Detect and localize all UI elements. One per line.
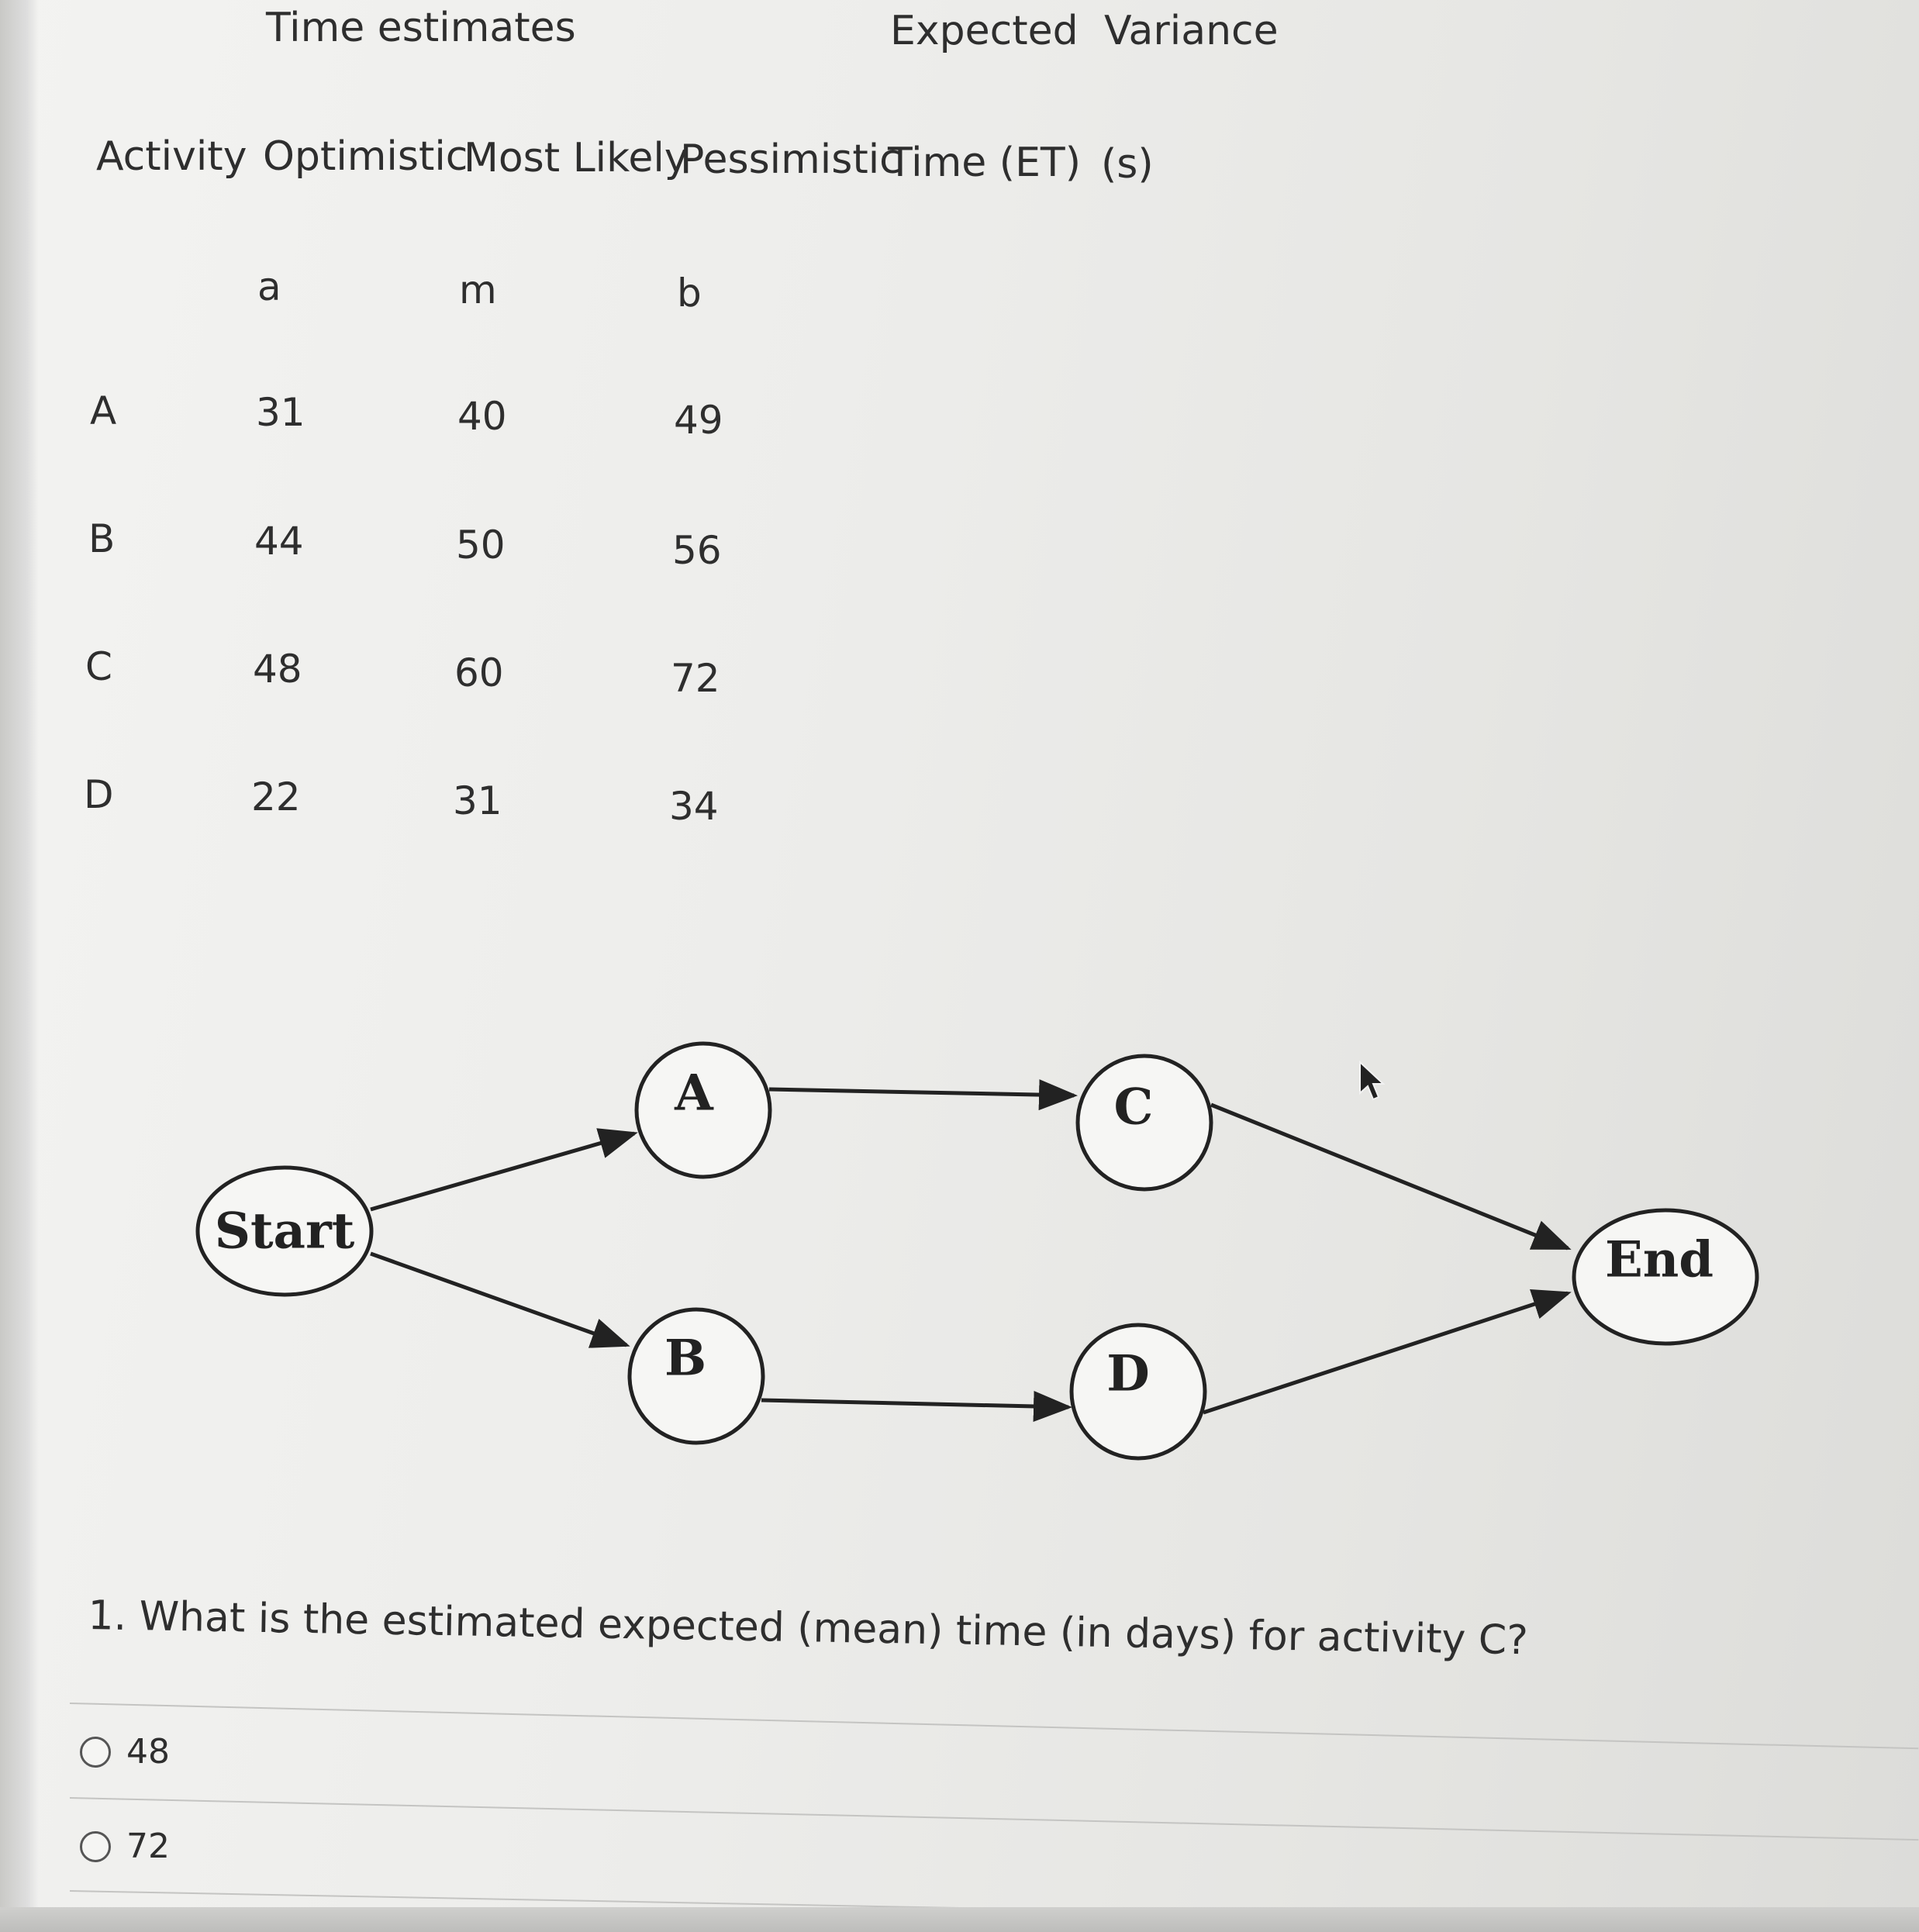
row-c-most-likely: 60 [454,650,504,695]
answer-option-label: 72 [126,1827,170,1866]
node-end-label: End [1604,1230,1714,1289]
row-a-activity: A [90,388,117,433]
row-a-pessimistic: 49 [674,398,723,443]
row-d-most-likely: 31 [453,778,502,823]
edge-start-b [371,1254,626,1345]
col-time-et-header: Time (ET) [888,140,1081,186]
screen-bottom-edge [0,1907,1919,1932]
row-b-activity: B [88,516,116,561]
col-pessimistic-header: Pessimistic [680,136,902,183]
mouse-cursor-icon [1358,1061,1389,1104]
expected-header: Expected [890,8,1079,54]
row-d-optimistic: 22 [251,775,301,819]
node-b-label: B [664,1329,707,1388]
edge-b-d [761,1400,1068,1407]
node-a [637,1044,770,1177]
node-end [1574,1210,1757,1344]
row-d-pessimistic: 34 [669,784,719,829]
node-start [198,1168,371,1295]
row-d-activity: D [84,772,114,817]
variance-header: Variance [1104,8,1279,54]
node-c [1078,1056,1211,1189]
node-b [630,1309,763,1443]
radio-button[interactable] [80,1737,111,1768]
node-c-label: C [1113,1078,1154,1137]
time-estimates-header: Time estimates [266,5,576,51]
network-edges [371,1089,1568,1413]
symbol-m: m [459,267,497,312]
row-a-optimistic: 31 [256,390,305,435]
row-c-activity: C [85,644,112,689]
row-b-pessimistic: 56 [672,528,722,573]
row-b-most-likely: 50 [456,523,506,568]
col-activity-header: Activity [96,133,247,180]
symbol-a: a [257,264,281,309]
edge-c-end [1211,1105,1568,1248]
question-text: 1. What is the estimated expected (mean) time (in days) for activity C? [88,1592,1529,1665]
symbol-b: b [677,271,702,316]
node-d-label: D [1106,1344,1150,1403]
edge-d-end [1203,1293,1568,1413]
col-optimistic-header: Optimistic [263,133,468,180]
divider [70,1797,1918,1841]
node-start-label: Start [214,1202,355,1261]
divider [70,1703,1918,1749]
edge-a-c [769,1089,1074,1095]
row-c-optimistic: 48 [253,647,302,692]
row-b-optimistic: 44 [254,519,304,564]
answer-option-label: 48 [126,1732,170,1772]
node-d [1072,1325,1205,1458]
row-c-pessimistic: 72 [671,656,720,701]
radio-button[interactable] [80,1831,111,1862]
row-a-most-likely: 40 [457,394,507,439]
col-most-likely-header: Most Likely [464,135,689,181]
edge-start-a [371,1133,634,1209]
col-variance-s-header: (s) [1101,141,1154,188]
node-a-label: A [675,1064,713,1123]
